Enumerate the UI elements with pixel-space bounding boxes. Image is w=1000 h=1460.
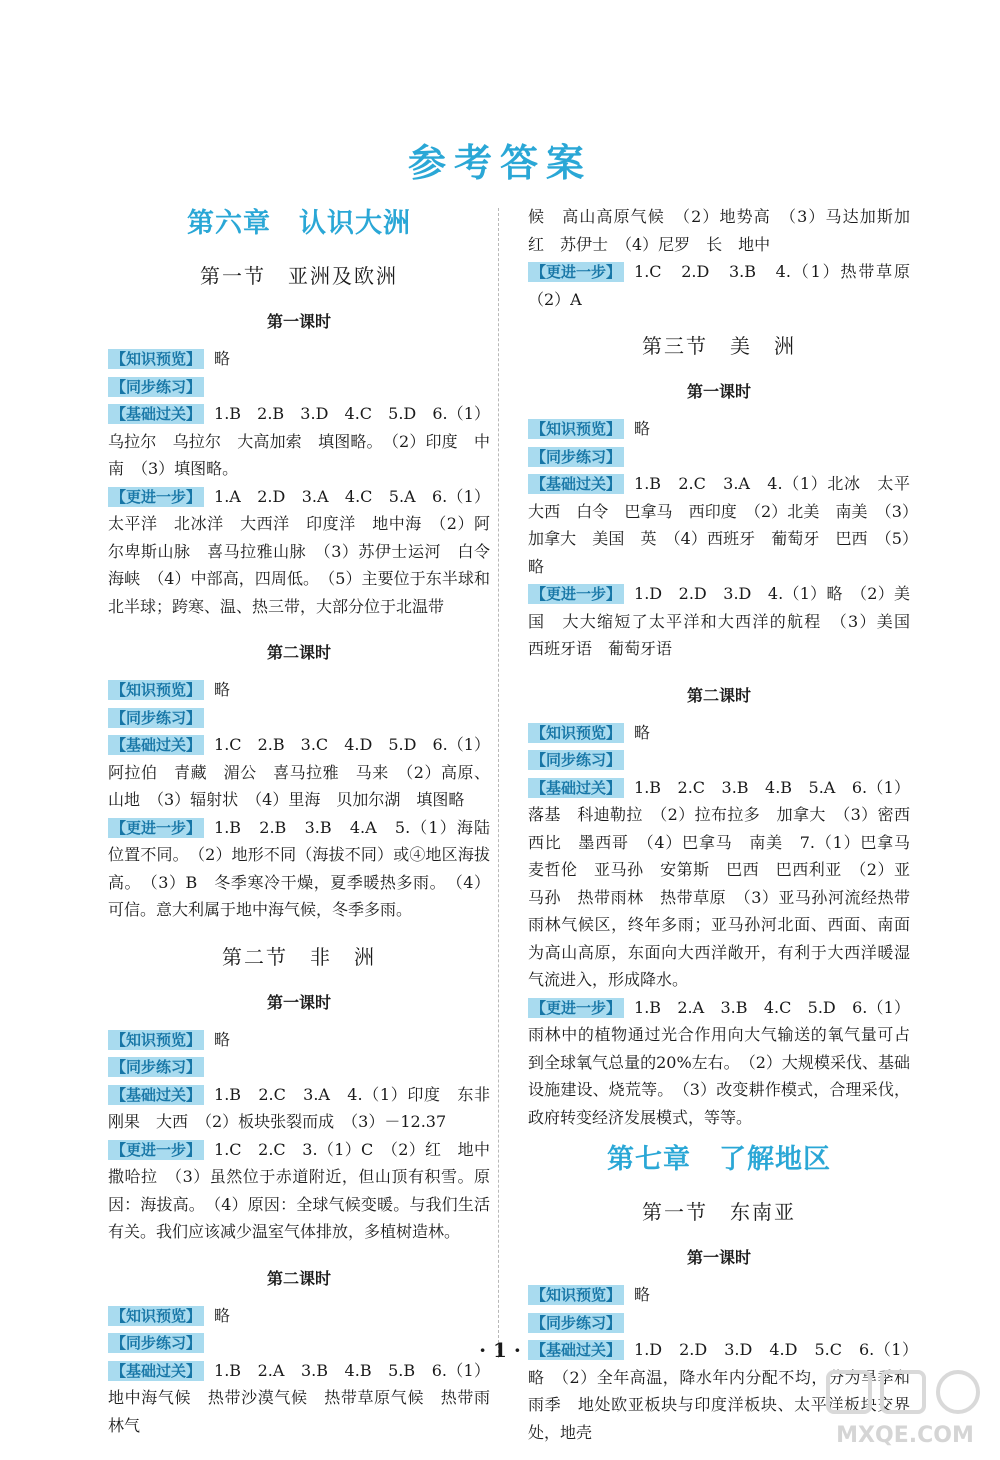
tag-label: 【更进一步】 <box>108 487 204 507</box>
answer-text: 略 <box>214 680 231 699</box>
tag-label: 【更进一步】 <box>108 818 204 838</box>
answer-text: 1.C 2.B 3.C 4.D 5.D 6.（1）阿拉伯 青藏 湄公 喜马拉雅 马来 （2）高原、山地 （3）辐射状 （4）里海 贝加尔湖 填图略 <box>108 735 490 809</box>
answer-block <box>528 1309 910 1337</box>
lesson-heading: 第二课时 <box>686 685 751 705</box>
chapter-heading: 第六章 认识大洲 <box>187 208 411 239</box>
answer-block <box>108 1357 490 1440</box>
left-column <box>108 195 507 1439</box>
lesson-heading: 第一课时 <box>266 992 331 1012</box>
page-title: 参考答案 <box>407 140 592 185</box>
answer-text: 1.C 2.D 3.B 4.（1）热带草原 （2）A <box>528 262 927 309</box>
answer-block <box>108 1026 490 1054</box>
tag-label: 【基础过关】 <box>108 735 204 755</box>
answer-text: 略 <box>214 1305 231 1325</box>
answer-text: 1.B 2.B 3.B 4.A 5.（1）海陆位置不同。 （2）地形不同（海拔不同）或④地区海拔高。 （3）B 冬季寒冷干燥，夏季暖热多雨。 （4）可信。意大利属于地中海气候，冬季多雨。 <box>108 817 490 919</box>
section-heading: 第一节 东南亚 <box>642 1200 796 1224</box>
tag-label: 【同步练习】 <box>108 377 204 397</box>
answer-block <box>528 258 927 313</box>
watermark-logo <box>820 1368 990 1450</box>
tag-label: 【知识预览】 <box>108 349 204 369</box>
section-heading: 第一节 亚洲及欧洲 <box>200 264 398 288</box>
answer-block <box>108 704 490 732</box>
answer-text: 略 <box>214 1029 231 1049</box>
answer-block <box>108 373 490 401</box>
answer-block <box>528 203 927 258</box>
tag-label: 【更进一步】 <box>528 998 624 1018</box>
answer-text: 1.B 2.A 3.B 4.C 5.D 6.（1）雨林中的植物通过光合作用向大气输送的氧气量可占到全球氧气总量的20%左右。 （2）大规模采伐、基础设施建设、烧荒等。 （3）改变耕作模式，合理采伐，政府转变经济发展模式，等等。 <box>528 997 910 1127</box>
column-divider <box>498 208 499 1358</box>
tag-label: 【基础过关】 <box>528 778 624 798</box>
tag-label: 【知识预览】 <box>108 1306 204 1326</box>
tag-label: 【知识预览】 <box>528 419 624 439</box>
answer-text: 1.D 2.D 3.D 4.D 5.C 6.（1）略 （2）全年高温，降水年内分配不均，分为旱季和雨季 地处欧亚板块与印度洋板块、太平洋板块交界处，地壳 <box>528 1340 910 1442</box>
answer-block <box>108 483 490 621</box>
section-heading: 第二节 非 洲 <box>222 944 376 969</box>
answer-text: 1.B 2.C 3.A 4.（1）印度 东非 刚果 大西 （2）板块张裂而成 （3）－12.37 <box>108 1084 507 1131</box>
answer-block <box>108 1302 490 1330</box>
tag-label: 【更进一步】 <box>528 262 624 282</box>
answer-block <box>528 994 910 1132</box>
tag-label: 【知识预览】 <box>528 723 624 743</box>
answer-block <box>108 676 490 704</box>
tag-label: 【基础过关】 <box>528 474 624 494</box>
lesson-heading: 第二课时 <box>266 643 331 662</box>
tag-label: 【同步练习】 <box>108 708 204 728</box>
answer-block <box>528 580 927 663</box>
answer-block <box>528 1281 910 1309</box>
answer-block <box>528 443 910 471</box>
answer-text: 1.A 2.D 3.A 4.C 5.A 6.（1）太平洋 北冰洋 大西洋 印度洋 地中海 （2）阿尔卑斯山脉 喜马拉雅山脉 （3）苏伊士运河 白令海峡 （4）中部高，四周低。 （5）主要位于东半球和北半球；跨寒、温、热三带，大部分位于北温带 <box>108 486 490 616</box>
tag-label: 【同步练习】 <box>528 447 624 467</box>
answer-text: 略 <box>214 349 231 368</box>
answer-text: 候 高山高原气候 （2）地势高 （3）马达加斯加 红 苏伊士 （4）尼罗 长 地中 <box>528 207 927 254</box>
page-number: · 1 · <box>479 1338 521 1362</box>
answer-text: 1.B 2.B 3.D 4.C 5.D 6.（1）乌拉尔 乌拉尔 大高加索 填图略。 （2）印度 中南 （3）填图略。 <box>108 404 490 478</box>
tag-label: 【同步练习】 <box>528 750 624 770</box>
tag-label: 【知识预览】 <box>108 1030 204 1050</box>
tag-label: 【同步练习】 <box>528 1313 624 1333</box>
answer-text: 略 <box>634 1285 651 1304</box>
section-heading: 第三节 美 洲 <box>642 334 796 358</box>
tag-label: 【基础过关】 <box>108 1361 204 1381</box>
tag-label: 【更进一步】 <box>108 1140 204 1160</box>
answer-text: 1.B 2.C 3.B 4.B 5.A 6.（1）落基 科迪勒拉 （2）拉布拉多 加拿大 （3）密西西比 墨西哥 （4）巴拿马 南美 7.（1）巴拿马 麦哲伦 亚马孙 安第斯 巴西 巴西利亚 （2）亚马孙 热带雨林 热带草原 （3）亚马孙河流经热带雨林气候区，终年多雨；亚马孙河北面、西面、南面为高山高原，东面向大西洋敞开，有利于大西洋暖湿气流进入，形成降水。 <box>528 777 927 989</box>
answer-text: 略 <box>634 722 651 742</box>
tag-label: 【同步练习】 <box>108 1057 204 1077</box>
chapter-heading: 第七章 了解地区 <box>607 1144 831 1175</box>
lesson-heading: 第一课时 <box>686 382 751 401</box>
tag-label: 【基础过关】 <box>108 404 204 424</box>
answer-text: 1.B 2.C 3.A 4.（1）北冰 太平 大西 白令 巴拿马 西印度 （2）北美 南美 （3）加拿大 美国 英 （4）西班牙 葡萄牙 巴西 （5）略 <box>528 474 927 576</box>
answer-block <box>528 415 910 443</box>
answer-block <box>108 400 490 483</box>
tag-label: 【知识预览】 <box>108 680 204 700</box>
answer-block <box>528 719 910 747</box>
answer-block <box>108 1053 490 1081</box>
lesson-heading: 第二课时 <box>266 1268 331 1288</box>
lesson-heading: 第一课时 <box>686 1248 751 1267</box>
answer-text: 1.D 2.D 3.D 4.（1）略 （2）美国 大大缩短了太平洋和大西洋的航程 （3）美国 西班牙语 葡萄牙语 <box>528 584 927 658</box>
answer-text: 1.C 2.C 3.（1）C （2）红 地中撒哈拉 （3）虽然位于赤道附近，但山顶有积雪。原因：海拔高。 （4）原因：全球气候变暖。与我们生活有关。我们应该减少温室气体排放，多植树造林。 <box>108 1139 490 1241</box>
tag-label: 【基础过关】 <box>528 1340 624 1360</box>
answer-text: 略 <box>634 419 651 438</box>
answer-block <box>108 814 490 924</box>
answer-block <box>108 1136 490 1246</box>
answer-block <box>108 731 490 814</box>
lesson-heading: 第一课时 <box>266 312 331 331</box>
answer-block <box>528 746 910 774</box>
answer-block <box>528 470 927 580</box>
answer-block <box>108 345 490 373</box>
answer-block <box>108 1081 507 1136</box>
tag-label: 【更进一步】 <box>528 584 624 604</box>
tag-label: 【知识预览】 <box>528 1285 624 1305</box>
tag-label: 【同步练习】 <box>108 1333 204 1353</box>
answer-block <box>528 774 927 994</box>
svg-text:MXQE.COM: MXQE.COM <box>836 1423 974 1448</box>
answer-text: 1.B 2.A 3.B 4.B 5.B 6.（1）地中海气候 热带沙漠气候 热带草原气候 热带雨林气 <box>108 1360 490 1435</box>
tag-label: 【基础过关】 <box>108 1085 204 1105</box>
